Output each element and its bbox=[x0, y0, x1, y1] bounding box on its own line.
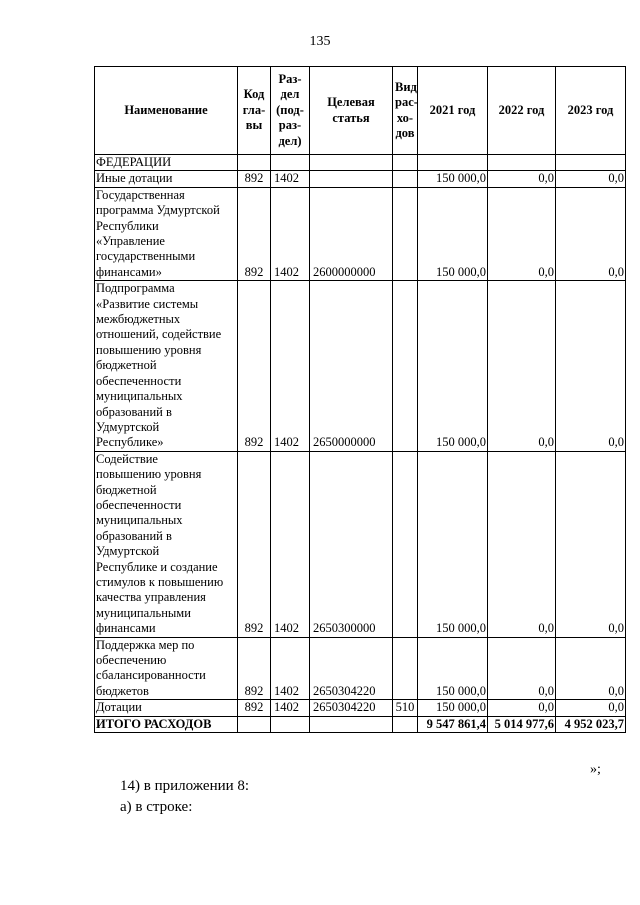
header-2022: 2022 год bbox=[488, 67, 556, 155]
budget-table bbox=[94, 66, 626, 733]
header-target: Целевая статья bbox=[310, 67, 393, 155]
cell-y2021: 150 000,0 bbox=[418, 637, 488, 700]
cell-code: 892 bbox=[238, 700, 271, 716]
cell-y2021: 150 000,0 bbox=[418, 700, 488, 716]
cell-target: 2650304220 bbox=[310, 700, 393, 716]
cell-y2023: 0,0 bbox=[556, 637, 626, 700]
header-name: Наименование bbox=[95, 67, 238, 155]
cell-y2023: 0,0 bbox=[556, 171, 626, 187]
page-number: 135 bbox=[309, 34, 331, 49]
table-row bbox=[95, 171, 626, 187]
cell-name: Дотации bbox=[95, 700, 238, 716]
cell-type bbox=[393, 637, 418, 700]
cell-y2021 bbox=[418, 155, 488, 171]
cell-type bbox=[393, 451, 418, 637]
total-2022: 5 014 977,6 bbox=[488, 716, 556, 732]
cell-y2023: 0,0 bbox=[556, 451, 626, 637]
cell-code: 892 bbox=[238, 451, 271, 637]
cell-name: Поддержка мер по обеспечению сбалансированности бюджетов bbox=[95, 637, 238, 700]
cell-type bbox=[393, 171, 418, 187]
cell-code: 892 bbox=[238, 281, 271, 451]
table-row bbox=[95, 187, 626, 280]
cell-name: Подпрограмма «Развитие системы межбюджетных отношений, содействие повышению уровня бюджетной обеспеченности муниципальных образований в Удмуртской Республике» bbox=[95, 281, 238, 451]
header-type: Вид рас- хо- дов bbox=[393, 67, 418, 155]
cell-section: 1402 bbox=[271, 700, 310, 716]
cell-y2021: 150 000,0 bbox=[418, 171, 488, 187]
header-row bbox=[95, 67, 626, 155]
table-row bbox=[95, 281, 626, 451]
cell-y2022: 0,0 bbox=[488, 171, 556, 187]
cell-name: Государственная программа Удмуртской Республики «Управление государственными финансами» bbox=[95, 187, 238, 280]
cell-section: 1402 bbox=[271, 171, 310, 187]
cell-type bbox=[393, 281, 418, 451]
cell-y2022: 0,0 bbox=[488, 187, 556, 280]
total-row bbox=[95, 716, 626, 732]
total-2023: 4 952 023,7 bbox=[556, 716, 626, 732]
closing-quote: »; bbox=[590, 762, 601, 777]
cell-target bbox=[310, 171, 393, 187]
header-section: Раз- дел (под- раз- дел) bbox=[271, 67, 310, 155]
paragraph-line: а) в строке: bbox=[120, 799, 193, 815]
cell-y2023: 0,0 bbox=[556, 187, 626, 280]
cell-section: 1402 bbox=[271, 451, 310, 637]
header-code: Код гла- вы bbox=[238, 67, 271, 155]
cell-target: 2650304220 bbox=[310, 637, 393, 700]
cell-section: 1402 bbox=[271, 281, 310, 451]
cell-y2022: 0,0 bbox=[488, 700, 556, 716]
cell-target: 2650000000 bbox=[310, 281, 393, 451]
cell-code: 892 bbox=[238, 187, 271, 280]
cell-section: 1402 bbox=[271, 187, 310, 280]
table-row bbox=[95, 637, 626, 700]
cell-name: ФЕДЕРАЦИИ bbox=[95, 155, 238, 171]
cell-y2022: 0,0 bbox=[488, 637, 556, 700]
cell-name: Иные дотации bbox=[95, 171, 238, 187]
header-2023: 2023 год bbox=[556, 67, 626, 155]
cell-y2021: 150 000,0 bbox=[418, 187, 488, 280]
total-label: ИТОГО РАСХОДОВ bbox=[95, 716, 238, 732]
cell-target bbox=[310, 155, 393, 171]
cell-section bbox=[271, 155, 310, 171]
cell-code bbox=[238, 155, 271, 171]
cell-target: 2600000000 bbox=[310, 187, 393, 280]
cell-target: 2650300000 bbox=[310, 451, 393, 637]
table-row bbox=[95, 451, 626, 637]
cell-y2023: 0,0 bbox=[556, 700, 626, 716]
table-row bbox=[95, 700, 626, 716]
cell-section: 1402 bbox=[271, 637, 310, 700]
cell-y2023: 0,0 bbox=[556, 281, 626, 451]
cell-y2021: 150 000,0 bbox=[418, 281, 488, 451]
cell-y2021: 150 000,0 bbox=[418, 451, 488, 637]
total-2021: 9 547 861,4 bbox=[418, 716, 488, 732]
cell-y2023 bbox=[556, 155, 626, 171]
cell-y2022: 0,0 bbox=[488, 281, 556, 451]
cell-y2022: 0,0 bbox=[488, 451, 556, 637]
paragraph-appendix: 14) в приложении 8: bbox=[120, 778, 250, 794]
header-2021: 2021 год bbox=[418, 67, 488, 155]
cell-type: 510 bbox=[393, 700, 418, 716]
cell-code: 892 bbox=[238, 637, 271, 700]
cell-y2022 bbox=[488, 155, 556, 171]
cell-type bbox=[393, 155, 418, 171]
cell-name: Содействие повышению уровня бюджетной обеспеченности муниципальных образований в Удмуртской Республике и создание стимулов к повышению качества управления муниципальными финансами bbox=[95, 451, 238, 637]
cell-type bbox=[393, 187, 418, 280]
table-row bbox=[95, 155, 626, 171]
cell-code: 892 bbox=[238, 171, 271, 187]
